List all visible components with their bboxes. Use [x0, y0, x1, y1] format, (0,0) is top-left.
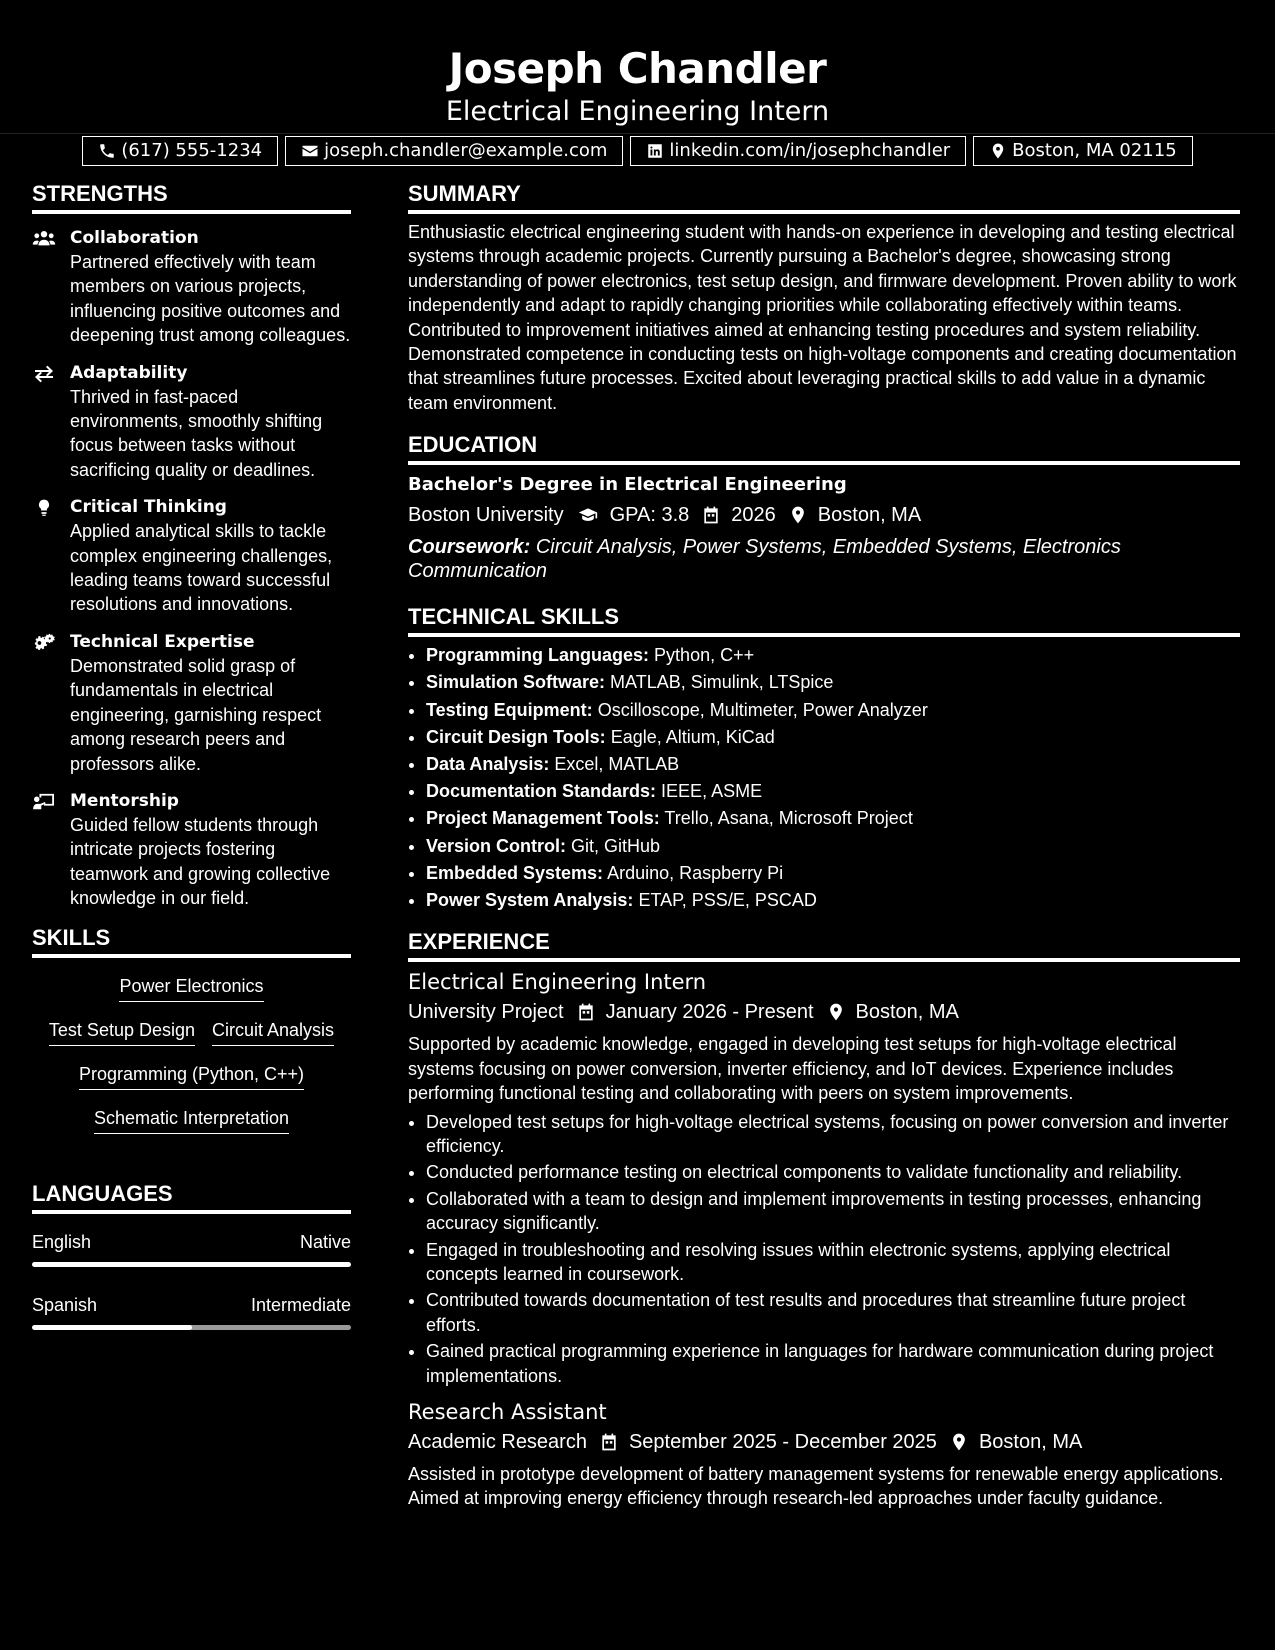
calendar-icon — [599, 1432, 619, 1452]
job-description: Assisted in prototype development of battery management systems for renewable energy applications. Aimed at improving energy efficiency through research-led approaches under faculty guidance. — [408, 1463, 1224, 1509]
strength-title: Mentorship — [70, 790, 179, 811]
linkedin-icon — [646, 142, 664, 160]
list-item: • Developed test setups for high-voltage electrical systems, focusing on power conversion and inverter efficiency. — [426, 1110, 1240, 1159]
location-icon — [826, 1002, 846, 1022]
strength-desc: Guided fellow students through intricate projects fostering teamwork and growing collective knowledge in our field. — [70, 814, 331, 909]
job-org: University Project — [408, 1001, 564, 1024]
strength-desc: Partnered effectively with team members on various projects, influencing positive outcomes and deepening trust among colleagues. — [70, 252, 351, 346]
strength-item — [32, 789, 351, 911]
language-name: Spanish — [32, 1294, 98, 1315]
technical-skills-heading: TECHNICAL SKILLS — [408, 603, 1240, 637]
technical-skills-section — [408, 603, 1240, 914]
gears-icon — [32, 633, 56, 653]
strength-desc: Demonstrated solid grasp of fundamentals in electrical engineering, garnishing respect among research peers and professors alike. — [70, 655, 322, 774]
list-item: • Conducted performance testing on electrical components to validate functionality and reliability. — [426, 1160, 1240, 1184]
job-bullets — [408, 1110, 1240, 1388]
skills-list — [32, 970, 351, 1152]
resume-header — [0, 0, 1275, 161]
lightbulb-icon — [32, 498, 56, 518]
list-item: • Collaborated with a team to design and implement improvements in testing processes, enhancing accuracy significantly. — [426, 1187, 1240, 1236]
language-name: English — [32, 1231, 92, 1252]
strength-title: Collaboration — [70, 228, 199, 248]
contact-linkedin[interactable] — [630, 136, 966, 166]
language-level: Native — [299, 1231, 351, 1252]
education-meta — [408, 501, 1240, 529]
list-item: • Data Analysis: Excel, MATLAB — [426, 751, 1240, 778]
school-name: Boston University — [408, 504, 564, 527]
exchange-arrows-icon — [32, 364, 56, 384]
strengths-heading: STRENGTHS — [32, 180, 351, 214]
education-heading: EDUCATION — [408, 431, 1240, 465]
users-icon — [32, 229, 56, 249]
left-column — [32, 180, 351, 1356]
location-icon — [788, 505, 808, 525]
list-item: • Contributed towards documentation of test results and procedures that streamline future project efforts. — [426, 1288, 1240, 1337]
list-item: • Power System Analysis: ETAP, PSS/E, PSCAD — [426, 887, 1240, 914]
language-item — [32, 1230, 351, 1267]
job-description: Supported by academic knowledge, engaged in developing test setups for high-voltage electrical systems focusing on power conversion, inverter efficiency, and IoT devices. Experience includes performing functional testing and collaborating with peers on system improvements. — [408, 1034, 1177, 1104]
strength-title: Critical Thinking — [70, 497, 227, 518]
skill-tag: Test Setup Design — [49, 1018, 195, 1046]
list-item: • Gained practical programming experience in languages for hardware communication during project implementations. — [426, 1339, 1240, 1388]
summary-heading: SUMMARY — [408, 180, 1240, 214]
contact-location-text: Boston, MA 02115 — [1012, 140, 1177, 161]
list-item: • Embedded Systems: Arduino, Raspberry Pi — [426, 860, 1240, 887]
job-org: Academic Research — [408, 1430, 587, 1453]
job-location: Boston, MA — [855, 1001, 959, 1024]
language-bar — [32, 1262, 351, 1267]
phone-icon — [98, 142, 116, 160]
school-location: Boston, MA — [817, 504, 922, 527]
list-item: • Version Control: Git, GitHub — [426, 833, 1240, 860]
coursework — [408, 535, 1240, 583]
education-section — [408, 431, 1240, 583]
job-location: Boston, MA — [978, 1430, 1083, 1453]
skill-tag: Schematic Interpretation — [94, 1106, 289, 1134]
contact-email-text: joseph.chandler@example.com — [324, 140, 608, 161]
strength-item — [32, 226, 351, 348]
right-column — [408, 180, 1240, 1529]
language-item — [32, 1293, 351, 1330]
job-meta — [408, 998, 1240, 1026]
strength-desc: Applied analytical skills to tackle complex engineering challenges, leading teams toward successful resolutions and innovations. — [70, 521, 333, 615]
coursework-list: Circuit Analysis, Power Systems, Embedded Systems, Electronics Communication — [408, 536, 1121, 583]
language-bar-fill — [32, 1325, 192, 1330]
language-bar-fill — [32, 1262, 351, 1267]
job-title: Electrical Engineering Intern — [408, 970, 707, 995]
calendar-icon — [576, 1002, 596, 1022]
job-entry — [408, 1398, 1240, 1511]
coursework-label: Coursework: — [408, 536, 531, 559]
location-icon — [949, 1432, 969, 1452]
list-item: • Circuit Design Tools: Eagle, Altium, KiCad — [426, 724, 1240, 751]
strength-item — [32, 361, 351, 483]
contact-phone-text: (617) 555-1234 — [121, 140, 263, 161]
experience-heading: EXPERIENCE — [408, 928, 1240, 962]
list-item: • Project Management Tools: Trello, Asana, Microsoft Project — [426, 805, 1240, 832]
contact-phone[interactable] — [82, 136, 278, 166]
list-item: • Documentation Standards: IEEE, ASME — [426, 778, 1240, 805]
skill-tag: Circuit Analysis — [212, 1018, 334, 1046]
job-dates: January 2026 - Present — [605, 1001, 814, 1024]
skills-heading: SKILLS — [32, 924, 351, 958]
gpa: GPA: 3.8 — [609, 504, 690, 527]
list-item: • Simulation Software: MATLAB, Simulink, LTSpice — [426, 669, 1240, 696]
strength-title: Adaptability — [70, 362, 188, 383]
candidate-name: Joseph Chandler — [448, 44, 827, 93]
contact-linkedin-text: linkedin.com/in/josephchandler — [669, 140, 951, 161]
strength-title: Technical Expertise — [70, 631, 255, 652]
language-level: Intermediate — [250, 1294, 351, 1315]
graduation-cap-icon — [576, 505, 600, 525]
list-item: • Testing Equipment: Oscilloscope, Multimeter, Power Analyzer — [426, 697, 1240, 724]
chalkboard-teacher-icon — [32, 792, 56, 812]
languages-heading: LANGUAGES — [32, 1180, 351, 1214]
language-bar — [32, 1325, 351, 1330]
summary-text: Enthusiastic electrical engineering student with hands-on experience in developing and testing electrical systems through academic projects. Currently pursuing a Bachelor's degree, showcasing strong understanding of power electronics, test setup design, and firmware development. Proven ability to work independently and adapt to rapidly changing priorities while collaborating effectively within teams. Contributed to improvement initiatives aimed at enhancing testing procedures and system reliability. Demonstrated competence in conducting tests on high-voltage components and creating documentation that streamlines future processes. Excited about leveraging practical skills to add value in a dynamic team environment. — [408, 222, 1237, 413]
skill-tag: Power Electronics — [119, 974, 263, 1002]
job-meta — [408, 1428, 1240, 1456]
job-dates: September 2025 - December 2025 — [628, 1430, 937, 1453]
calendar-icon — [701, 505, 721, 525]
technical-skills-list — [408, 642, 1240, 914]
degree-title: Bachelor's Degree in Electrical Engineering — [408, 474, 847, 496]
graduation-year: 2026 — [731, 504, 776, 527]
list-item: • Programming Languages: Python, C++ — [426, 642, 1240, 669]
email-icon — [301, 142, 319, 160]
summary-section — [408, 180, 1240, 415]
location-icon — [989, 142, 1007, 160]
skill-tag: Programming (Python, C++) — [79, 1062, 304, 1090]
job-title: Research Assistant — [408, 1399, 607, 1424]
contact-location[interactable] — [973, 136, 1193, 166]
contact-email[interactable] — [285, 136, 623, 166]
job-entry — [408, 968, 1240, 1388]
list-item: • Engaged in troubleshooting and resolving issues within electronic systems, applying electrical concepts learned in coursework. — [426, 1238, 1240, 1287]
strength-desc: Thrived in fast-paced environments, smoothly shifting focus between tasks without sacrificing quality or deadlines. — [70, 386, 323, 480]
experience-section — [408, 928, 1240, 1511]
strength-item — [32, 495, 351, 617]
contact-bar — [0, 136, 1275, 166]
candidate-title: Electrical Engineering Intern — [445, 96, 830, 127]
strength-item — [32, 630, 351, 776]
